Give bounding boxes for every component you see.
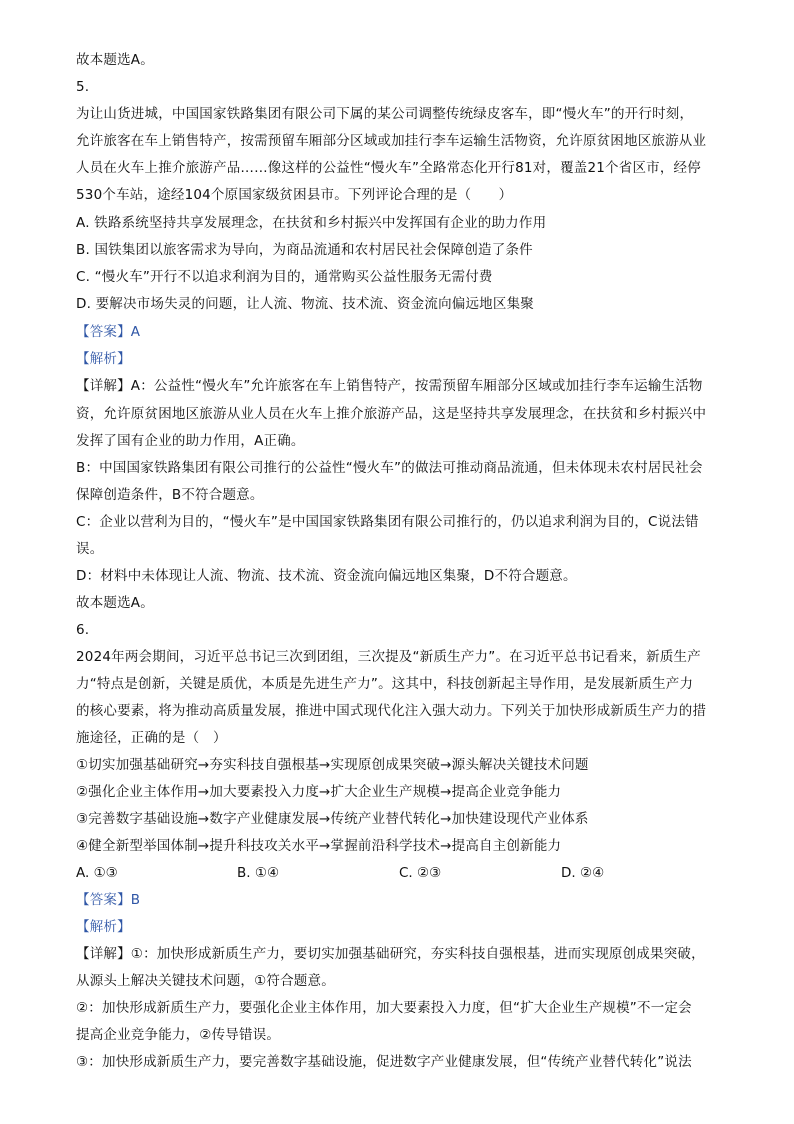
q6-analysis-line: ③：加快形成新质生产力，要完善数字基础设施，促进数字产业健康发展，但“传统产业替代转化”说法 (76, 1054, 692, 1070)
q5-analysis-line: 保障创造条件，B不符合题意。 (76, 487, 264, 503)
q5-stem-line: 人员在火车上推介旅游产品……像这样的公益性“慢火车”全路常态化开行81对，覆盖21个省区市，经停 (76, 160, 701, 176)
q5-option-c: C. “慢火车”开行不以追求利润为目的，通常购买公益性服务无需付费 (76, 269, 493, 285)
q5-analysis-line: 误。 (76, 541, 104, 557)
q6-choice-c: C. ②③ (399, 865, 442, 881)
q6-analysis-line: ②：加快形成新质生产力，要强化企业主体作用，加大要素投入力度，但“扩大企业生产规模”不一定会 (76, 1000, 692, 1016)
q5-analysis-line: B：中国国家铁路集团有限公司推行的公益性“慢火车”的做法可推动商品流通，但未体现未农村居民社会 (76, 460, 703, 476)
q6-answer: 【答案】B (76, 892, 141, 908)
q6-item-3: ③完善数字基础设施→数字产业健康发展→传统产业替代转化→加快建设现代产业体系 (76, 811, 589, 827)
q5-analysis-line: 发挥了国有企业的助力作用，A正确。 (76, 433, 305, 449)
q5-stem-line: 530个车站，途经104个原国家级贫困县市。下列评论合理的是（ ） (76, 187, 513, 203)
q6-item-4: ④健全新型举国体制→提升科技攻关水平→掌握前沿科学技术→提高自主创新能力 (76, 838, 562, 854)
q5-analysis-line: D：材料中未体现让人流、物流、技术流、资金流向偏远地区集聚，D不符合题意。 (76, 568, 577, 584)
q6-analysis-line: 提高企业竞争能力，②传导错误。 (76, 1027, 281, 1043)
q5-stem-line: 为让山货进城，中国国家铁路集团有限公司下属的某公司调整传统绿皮客车，即“慢火车”的开行时刻， (76, 106, 694, 122)
q6-item-1: ①切实加强基础研究→夯实科技自强根基→实现原创成果突破→源头解决关键技术问题 (76, 757, 589, 773)
q5-analysis-title: 【解析】 (76, 351, 131, 367)
q6-stem-line: 2024年两会期间，习近平总书记三次到团组，三次提及“新质生产力”。在习近平总书记看来，新质生产 (76, 649, 701, 665)
q5-analysis-line: 资，允许原贫困地区旅游从业人员在火车上推介旅游产品，这是坚持共享发展理念，在扶贫和乡村振兴中 (76, 406, 707, 422)
q4-conclusion: 故本题选A。 (76, 52, 154, 68)
q6-choice-a: A. ①③ (76, 865, 118, 881)
q6-choice-d: D. ②④ (561, 865, 605, 881)
q6-analysis-line: 【详解】①：加快形成新质生产力，要切实加强基础研究，夯实科技自强根基，进而实现原创成果突破， (76, 946, 705, 962)
q6-analysis-title: 【解析】 (76, 919, 131, 935)
q6-stem-line: 的核心要素，将为推动高质量发展，推进中国式现代化注入强大动力。下列关于加快形成新质生产力的措 (76, 703, 707, 719)
q6-item-2: ②强化企业主体作用→加大要素投入力度→扩大企业生产规模→提高企业竞争能力 (76, 784, 562, 800)
q6-stem-line: 力“特点是创新，关键是质优，本质是先进生产力”。这其中，科技创新起主导作用，是发展新质生产力 (76, 676, 694, 692)
q5-analysis-line: 故本题选A。 (76, 595, 154, 611)
q5-option-d: D. 要解决市场失灵的问题，让人流、物流、技术流、资金流向偏远地区集聚 (76, 296, 534, 312)
q5-stem-line: 允许旅客在车上销售特产，按需预留车厢部分区域或加挂行李车运输生活物资，允许原贫困地区旅游从业 (76, 133, 707, 149)
q5-option-a: A. 铁路系统坚持共享发展理念，在扶贫和乡村振兴中发挥国有企业的助力作用 (76, 215, 547, 231)
q6-analysis-line: 从源头上解决关键技术问题，①符合题意。 (76, 973, 335, 989)
q6-stem-line: 施途径，正确的是（ ） (76, 730, 227, 746)
q6-choice-b: B. ①④ (237, 865, 280, 881)
q6-number: 6. (76, 622, 90, 638)
q5-answer: 【答案】A (76, 324, 141, 340)
q5-analysis-line: C：企业以营利为目的，“慢火车”是中国国家铁路集团有限公司推行的，仍以追求利润为目的，C说法错 (76, 514, 699, 530)
q5-analysis-line: 【详解】A：公益性“慢火车”允许旅客在车上销售特产，按需预留车厢部分区域或加挂行李车运输生活物 (76, 378, 703, 394)
q5-option-b: B. 国铁集团以旅客需求为导向，为商品流通和农村居民社会保障创造了条件 (76, 242, 533, 258)
q5-number: 5. (76, 79, 90, 95)
